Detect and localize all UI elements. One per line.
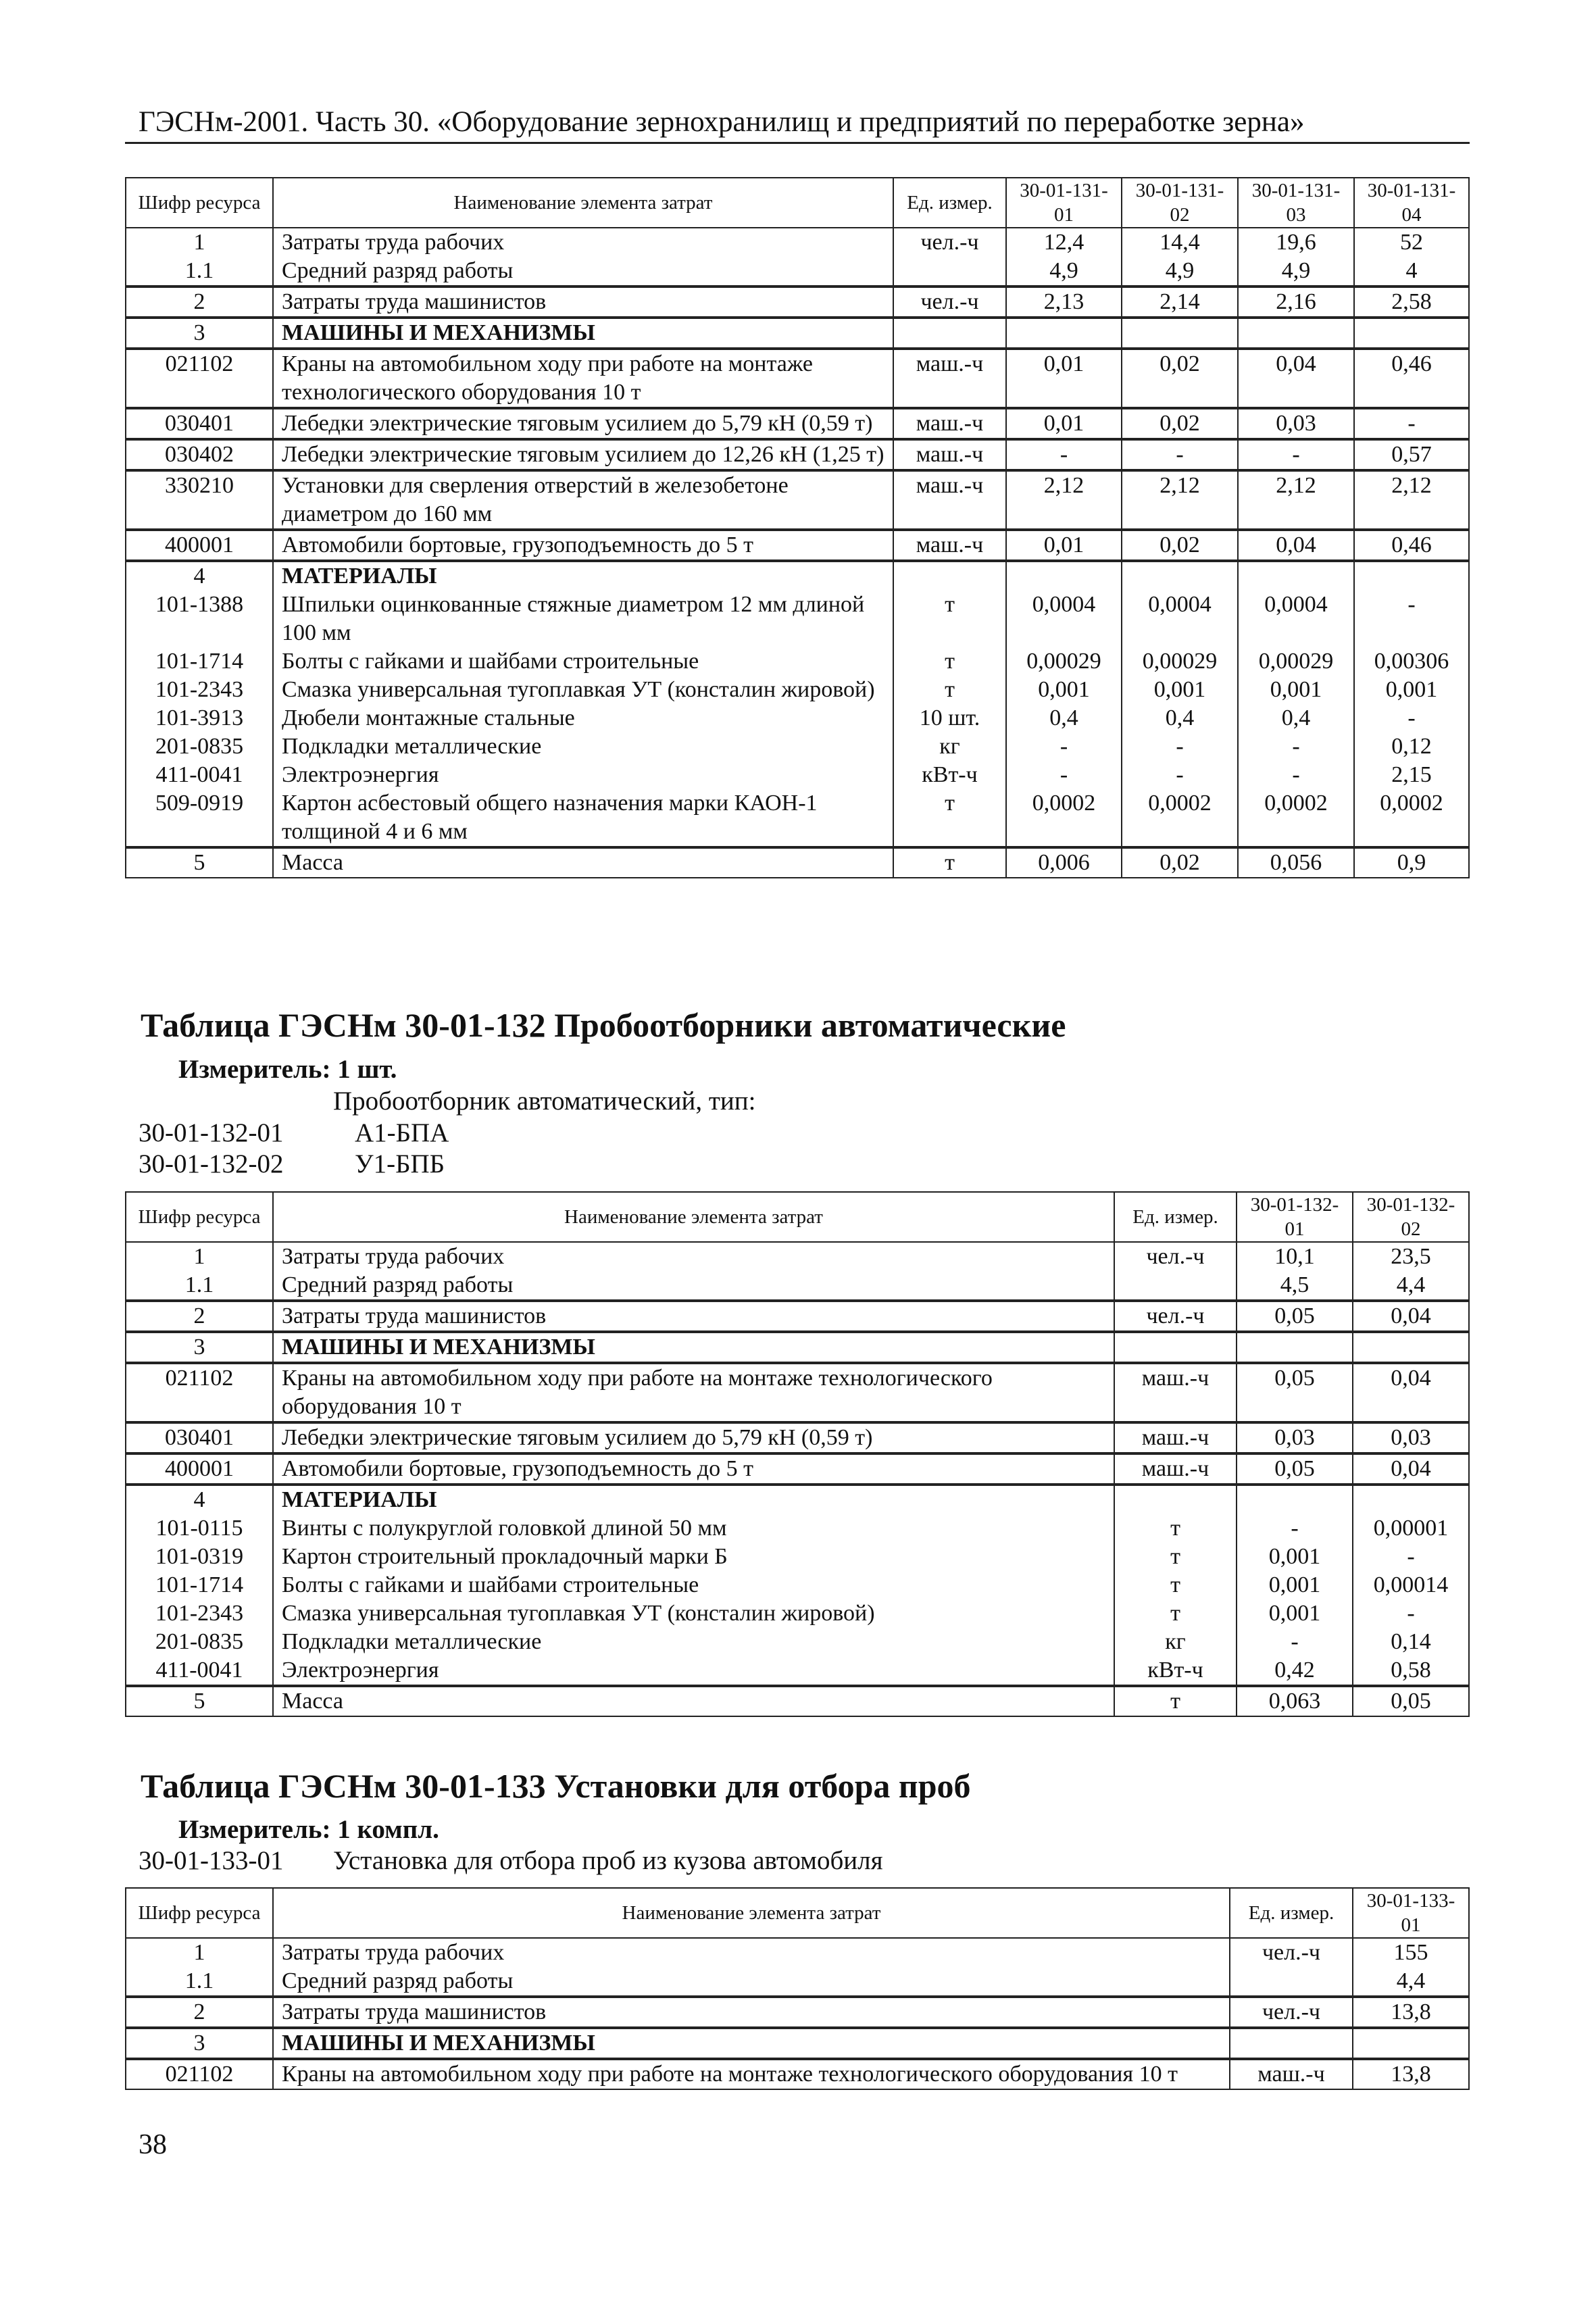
row-value: 0,0002 (1006, 789, 1122, 847)
row-name: Установки для сверления отверстий в железобетоне диаметром до 160 мм (273, 470, 893, 530)
row-code: 5 (126, 847, 273, 878)
col-code-header: Шифр ресурса (126, 178, 273, 228)
row-unit: т (1114, 1543, 1237, 1571)
row-name: Шпильки оцинкованные стяжные диаметром 12 мм длиной 100 мм (273, 591, 893, 647)
row-value: 0,03 (1353, 1422, 1469, 1453)
row-value (1353, 1485, 1469, 1514)
table-row (126, 1599, 1469, 1628)
row-unit: т (893, 647, 1006, 676)
row-unit: маш.-ч (1114, 1422, 1237, 1453)
col-code-4: 30-01-131-04 (1354, 178, 1469, 228)
row-value: 0,00306 (1354, 647, 1469, 676)
row-unit: чел.-ч (1230, 1938, 1353, 1967)
row-value: 0,05 (1353, 1686, 1469, 1716)
page-header: ГЭСНм-2001. Часть 30. «Оборудование зернохранилищ и предприятий по переработке зерна» (139, 106, 1305, 138)
row-name: Затраты труда машинистов (273, 287, 893, 318)
row-value: 0,006 (1006, 847, 1122, 878)
row-code: 2 (126, 1301, 273, 1332)
row-name: Затраты труда рабочих (273, 228, 893, 257)
row-value: - (1238, 732, 1354, 761)
row-value: 0,0002 (1354, 789, 1469, 847)
row-name: Масса (273, 1686, 1114, 1716)
table-row (126, 1967, 1469, 1997)
row-value: 0,063 (1237, 1686, 1353, 1716)
table-132-measure: Измеритель: 1 шт. (178, 1055, 397, 1084)
row-unit: маш.-ч (893, 349, 1006, 408)
row-value: - (1006, 761, 1122, 789)
row-unit (1114, 1332, 1237, 1363)
row-code: 201-0835 (126, 1628, 273, 1656)
row-name: Средний разряд работы (273, 1271, 1114, 1301)
row-value: 0,12 (1354, 732, 1469, 761)
table-row (126, 1301, 1469, 1332)
row-value: 0,58 (1353, 1656, 1469, 1686)
row-value: 0,4 (1238, 704, 1354, 732)
row-name: Затраты труда машинистов (273, 1301, 1114, 1332)
item-code: 30-01-132-02 (139, 1149, 284, 1178)
table-row (126, 676, 1469, 704)
row-code: 4 (126, 561, 273, 591)
table-row (126, 530, 1469, 561)
row-name: МАШИНЫ И МЕХАНИЗМЫ (273, 1332, 1114, 1363)
col-name-header: Наименование элемента затрат (273, 178, 893, 228)
row-unit: чел.-ч (893, 228, 1006, 257)
table-row (126, 2059, 1469, 2089)
col-unit-header: Ед. измер. (1114, 1192, 1237, 1242)
table-row (126, 228, 1469, 257)
row-value: 155 (1353, 1938, 1469, 1967)
row-unit: т (1114, 1514, 1237, 1543)
row-value: 0,05 (1237, 1363, 1353, 1422)
row-code: 101-2343 (126, 676, 273, 704)
col-code-header: Шифр ресурса (126, 1888, 273, 1938)
row-name: МАШИНЫ И МЕХАНИЗМЫ (273, 2028, 1230, 2059)
row-value: 0,46 (1354, 349, 1469, 408)
row-code: 2 (126, 1997, 273, 2028)
table-row (126, 1514, 1469, 1543)
row-name: Краны на автомобильном ходу при работе на монтаже технологического оборудования 10 т (273, 2059, 1230, 2089)
row-value: 19,6 (1238, 228, 1354, 257)
col-code-2: 30-01-131-02 (1122, 178, 1238, 228)
table-row (126, 1242, 1469, 1271)
row-value: 0,00029 (1122, 647, 1238, 676)
row-name: Лебедки электрические тяговым усилием до 5,79 кН (0,59 т) (273, 408, 893, 439)
row-value: 4,4 (1353, 1967, 1469, 1997)
row-value: 0,00029 (1238, 647, 1354, 676)
row-value: 2,13 (1006, 287, 1122, 318)
row-value: - (1354, 704, 1469, 732)
row-code: 411-0041 (126, 761, 273, 789)
row-unit: маш.-ч (893, 439, 1006, 470)
table-row (126, 439, 1469, 470)
row-value (1237, 1332, 1353, 1363)
row-name: Болты с гайками и шайбами строительные (273, 647, 893, 676)
col-name-header: Наименование элемента затрат (273, 1192, 1114, 1242)
row-code: 021102 (126, 1363, 273, 1422)
table-row (126, 287, 1469, 318)
row-value: 0,001 (1237, 1571, 1353, 1599)
row-value: 0,03 (1238, 408, 1354, 439)
row-unit: маш.-ч (1114, 1363, 1237, 1422)
row-code: 101-0319 (126, 1543, 273, 1571)
row-value: 2,12 (1122, 470, 1238, 530)
table-row (126, 1571, 1469, 1599)
row-unit: т (1114, 1599, 1237, 1628)
row-code: 509-0919 (126, 789, 273, 847)
row-value: 0,01 (1006, 530, 1122, 561)
row-value: 13,8 (1353, 1997, 1469, 2028)
row-value: 0,04 (1353, 1301, 1469, 1332)
row-value: 0,0004 (1238, 591, 1354, 647)
table-row (126, 2028, 1469, 2059)
row-value: 4,9 (1238, 257, 1354, 287)
row-unit: 10 шт. (893, 704, 1006, 732)
row-code: 5 (126, 1686, 273, 1716)
table-row (126, 591, 1469, 647)
row-value: 4,9 (1006, 257, 1122, 287)
col-code-2: 30-01-132-02 (1353, 1192, 1469, 1242)
row-value: 13,8 (1353, 2059, 1469, 2089)
row-unit: т (1114, 1686, 1237, 1716)
item-code: 30-01-133-01 (139, 1846, 284, 1875)
row-value (1238, 318, 1354, 349)
row-value: 0,42 (1237, 1656, 1353, 1686)
table-row (126, 1656, 1469, 1686)
row-value: 0,04 (1238, 349, 1354, 408)
col-code-header: Шифр ресурса (126, 1192, 273, 1242)
row-value: 0,0004 (1006, 591, 1122, 647)
row-name: МАТЕРИАЛЫ (273, 1485, 1114, 1514)
row-value: 2,58 (1354, 287, 1469, 318)
row-value: 0,001 (1354, 676, 1469, 704)
row-name: Краны на автомобильном ходу при работе на монтаже технологического оборудования 10 т (273, 1363, 1114, 1422)
row-name: Лебедки электрические тяговым усилием до 5,79 кН (0,59 т) (273, 1422, 1114, 1453)
row-name: МАТЕРИАЛЫ (273, 561, 893, 591)
row-value (1238, 561, 1354, 591)
row-value: 0,001 (1237, 1599, 1353, 1628)
table-row (126, 470, 1469, 530)
row-value: 0,01 (1006, 408, 1122, 439)
row-value: - (1122, 732, 1238, 761)
row-value: 0,001 (1237, 1543, 1353, 1571)
row-code: 101-0115 (126, 1514, 273, 1543)
table-133-title: Таблица ГЭСНм 30-01-133 Установки для отбора проб (141, 1767, 971, 1805)
row-unit: кг (1114, 1628, 1237, 1656)
row-value: - (1353, 1599, 1469, 1628)
row-value: - (1354, 591, 1469, 647)
row-value (1237, 1485, 1353, 1514)
table-row (126, 847, 1469, 878)
row-code: 3 (126, 2028, 273, 2059)
table-row (126, 1271, 1469, 1301)
row-code: 021102 (126, 349, 273, 408)
row-value: 0,0002 (1238, 789, 1354, 847)
col-code-1: 30-01-133-01 (1353, 1888, 1469, 1938)
row-code: 030401 (126, 1422, 273, 1453)
row-value (1122, 318, 1238, 349)
row-value: 4,4 (1353, 1271, 1469, 1301)
row-unit: чел.-ч (893, 287, 1006, 318)
item-code: 30-01-132-01 (139, 1118, 284, 1147)
row-code: 101-1714 (126, 647, 273, 676)
table-row (126, 732, 1469, 761)
item-text: Установка для отбора проб из кузова автомобиля (333, 1846, 883, 1875)
col-unit-header: Ед. измер. (1230, 1888, 1353, 1938)
row-code: 330210 (126, 470, 273, 530)
row-unit (1230, 2028, 1353, 2059)
page-number: 38 (139, 2129, 167, 2160)
row-value: 0,0002 (1122, 789, 1238, 847)
row-value: 12,4 (1006, 228, 1122, 257)
row-code: 3 (126, 318, 273, 349)
row-code: 021102 (126, 2059, 273, 2089)
table-row (126, 1422, 1469, 1453)
row-value: - (1238, 761, 1354, 789)
row-unit (1230, 1967, 1353, 1997)
row-value: 0,03 (1237, 1422, 1353, 1453)
row-value: 0,04 (1238, 530, 1354, 561)
row-value: - (1237, 1514, 1353, 1543)
table-30-01-133 (125, 1887, 1470, 2090)
row-value: 14,4 (1122, 228, 1238, 257)
col-code-1: 30-01-132-01 (1237, 1192, 1353, 1242)
row-value: 2,12 (1006, 470, 1122, 530)
table-132-subtitle: Пробоотборник автоматический, тип: (333, 1087, 756, 1116)
row-value (1122, 561, 1238, 591)
col-code-3: 30-01-131-03 (1238, 178, 1354, 228)
row-code: 3 (126, 1332, 273, 1363)
table-row (126, 1363, 1469, 1422)
row-name: Подкладки металлические (273, 1628, 1114, 1656)
row-value: - (1122, 761, 1238, 789)
col-name-header: Наименование элемента затрат (273, 1888, 1230, 1938)
row-unit: чел.-ч (1230, 1997, 1353, 2028)
table-row (126, 349, 1469, 408)
row-unit: кг (893, 732, 1006, 761)
table-row (126, 408, 1469, 439)
row-unit: чел.-ч (1114, 1242, 1237, 1271)
row-value: 0,001 (1122, 676, 1238, 704)
row-unit: маш.-ч (1114, 1453, 1237, 1485)
row-value: 2,12 (1354, 470, 1469, 530)
col-code-1: 30-01-131-01 (1006, 178, 1122, 228)
row-value: 4 (1354, 257, 1469, 287)
row-value: 0,04 (1353, 1453, 1469, 1485)
table-row (126, 1628, 1469, 1656)
row-code: 030401 (126, 408, 273, 439)
row-value: 2,16 (1238, 287, 1354, 318)
row-code: 1 (126, 1242, 273, 1271)
row-name: Краны на автомобильном ходу при работе на монтаже технологического оборудования 10 т (273, 349, 893, 408)
row-value (1353, 2028, 1469, 2059)
header-rule (125, 142, 1470, 144)
row-value: 2,12 (1238, 470, 1354, 530)
row-value: 0,00014 (1353, 1571, 1469, 1599)
row-code: 1.1 (126, 1967, 273, 1997)
row-value: 0,46 (1354, 530, 1469, 561)
row-name: Затраты труда рабочих (273, 1242, 1114, 1271)
table-30-01-132 (125, 1191, 1470, 1717)
table-row (126, 1997, 1469, 2028)
row-value: 0,056 (1238, 847, 1354, 878)
row-name: Масса (273, 847, 893, 878)
table-row (126, 647, 1469, 676)
table-row (126, 761, 1469, 789)
row-unit: т (1114, 1571, 1237, 1599)
row-code: 411-0041 (126, 1656, 273, 1686)
row-value (1354, 318, 1469, 349)
table-133-measure: Измеритель: 1 компл. (178, 1815, 439, 1844)
row-name: Средний разряд работы (273, 1967, 1230, 1997)
row-value: 2,14 (1122, 287, 1238, 318)
row-value: 0,0004 (1122, 591, 1238, 647)
row-value: - (1354, 408, 1469, 439)
row-value: - (1353, 1543, 1469, 1571)
row-name: Подкладки металлические (273, 732, 893, 761)
row-value: 0,05 (1237, 1453, 1353, 1485)
row-unit: маш.-ч (1230, 2059, 1353, 2089)
row-name: Винты с полукруглой головкой длиной 50 мм (273, 1514, 1114, 1543)
row-value: - (1006, 439, 1122, 470)
row-value: 0,9 (1354, 847, 1469, 878)
row-unit: чел.-ч (1114, 1301, 1237, 1332)
row-code: 030402 (126, 439, 273, 470)
row-value: 10,1 (1237, 1242, 1353, 1271)
row-unit: маш.-ч (893, 530, 1006, 561)
row-unit: т (893, 676, 1006, 704)
row-code: 201-0835 (126, 732, 273, 761)
row-name: Дюбели монтажные стальные (273, 704, 893, 732)
row-value: - (1122, 439, 1238, 470)
row-unit (893, 561, 1006, 591)
row-value: - (1238, 439, 1354, 470)
row-name: Смазка универсальная тугоплавкая УТ (консталин жировой) (273, 676, 893, 704)
row-unit (893, 257, 1006, 287)
row-code: 2 (126, 287, 273, 318)
row-name: Картон строительный прокладочный марки Б (273, 1543, 1114, 1571)
row-name: Затраты труда рабочих (273, 1938, 1230, 1967)
table-row (126, 1485, 1469, 1514)
row-unit (1114, 1271, 1237, 1301)
row-unit: маш.-ч (893, 408, 1006, 439)
row-value: 0,4 (1006, 704, 1122, 732)
table-row (126, 257, 1469, 287)
row-code: 1.1 (126, 257, 273, 287)
row-unit: т (893, 789, 1006, 847)
row-code: 1 (126, 1938, 273, 1967)
row-value: 4,9 (1122, 257, 1238, 287)
row-unit: т (893, 591, 1006, 647)
row-value: 0,57 (1354, 439, 1469, 470)
row-code: 1 (126, 228, 273, 257)
row-name: Электроэнергия (273, 1656, 1114, 1686)
row-value: 0,001 (1238, 676, 1354, 704)
row-name: Средний разряд работы (273, 257, 893, 287)
table-row (126, 561, 1469, 591)
row-code: 1.1 (126, 1271, 273, 1301)
row-unit (1114, 1485, 1237, 1514)
item-text: А1-БПА (355, 1118, 449, 1147)
row-unit: кВт-ч (1114, 1656, 1237, 1686)
row-value: 0,00029 (1006, 647, 1122, 676)
row-name: Электроэнергия (273, 761, 893, 789)
table-row (126, 1686, 1469, 1716)
row-value: 0,00001 (1353, 1514, 1469, 1543)
row-value: 0,001 (1006, 676, 1122, 704)
row-value: 0,04 (1353, 1363, 1469, 1422)
row-name: Лебедки электрические тяговым усилием до 12,26 кН (1,25 т) (273, 439, 893, 470)
row-value: 2,15 (1354, 761, 1469, 789)
row-value: - (1237, 1628, 1353, 1656)
table-row (126, 318, 1469, 349)
row-code: 101-1388 (126, 591, 273, 647)
row-unit: маш.-ч (893, 470, 1006, 530)
row-unit: т (893, 847, 1006, 878)
row-code: 400001 (126, 530, 273, 561)
row-code: 4 (126, 1485, 273, 1514)
row-name: Затраты труда машинистов (273, 1997, 1230, 2028)
row-value: 0,02 (1122, 847, 1238, 878)
row-value: 0,05 (1237, 1301, 1353, 1332)
row-name: Картон асбестовый общего назначения марки КАОН-1 толщиной 4 и 6 мм (273, 789, 893, 847)
row-value: - (1006, 732, 1122, 761)
row-value: 0,14 (1353, 1628, 1469, 1656)
table-row (126, 1332, 1469, 1363)
row-value (1006, 318, 1122, 349)
row-value (1006, 561, 1122, 591)
row-value: 4,5 (1237, 1271, 1353, 1301)
table-row (126, 1938, 1469, 1967)
col-unit-header: Ед. измер. (893, 178, 1006, 228)
row-name: Автомобили бортовые, грузоподъемность до 5 т (273, 1453, 1114, 1485)
row-value: 0,02 (1122, 408, 1238, 439)
row-code: 101-3913 (126, 704, 273, 732)
row-name: Автомобили бортовые, грузоподъемность до 5 т (273, 530, 893, 561)
table-row (126, 1453, 1469, 1485)
row-value (1354, 561, 1469, 591)
row-value: 52 (1354, 228, 1469, 257)
table-30-01-131 (125, 177, 1470, 878)
row-value: 0,02 (1122, 349, 1238, 408)
row-value: 0,02 (1122, 530, 1238, 561)
row-unit: кВт-ч (893, 761, 1006, 789)
table-row (126, 789, 1469, 847)
item-text: У1-БПБ (355, 1149, 445, 1178)
row-value: 0,4 (1122, 704, 1238, 732)
table-row (126, 704, 1469, 732)
row-name: Болты с гайками и шайбами строительные (273, 1571, 1114, 1599)
row-unit (893, 318, 1006, 349)
row-code: 101-1714 (126, 1571, 273, 1599)
row-name: МАШИНЫ И МЕХАНИЗМЫ (273, 318, 893, 349)
row-value (1353, 1332, 1469, 1363)
row-name: Смазка универсальная тугоплавкая УТ (консталин жировой) (273, 1599, 1114, 1628)
table-row (126, 1543, 1469, 1571)
table-132-title: Таблица ГЭСНм 30-01-132 Пробоотборники автоматические (141, 1006, 1066, 1044)
row-code: 101-2343 (126, 1599, 273, 1628)
row-value: 23,5 (1353, 1242, 1469, 1271)
row-code: 400001 (126, 1453, 273, 1485)
row-value: 0,01 (1006, 349, 1122, 408)
